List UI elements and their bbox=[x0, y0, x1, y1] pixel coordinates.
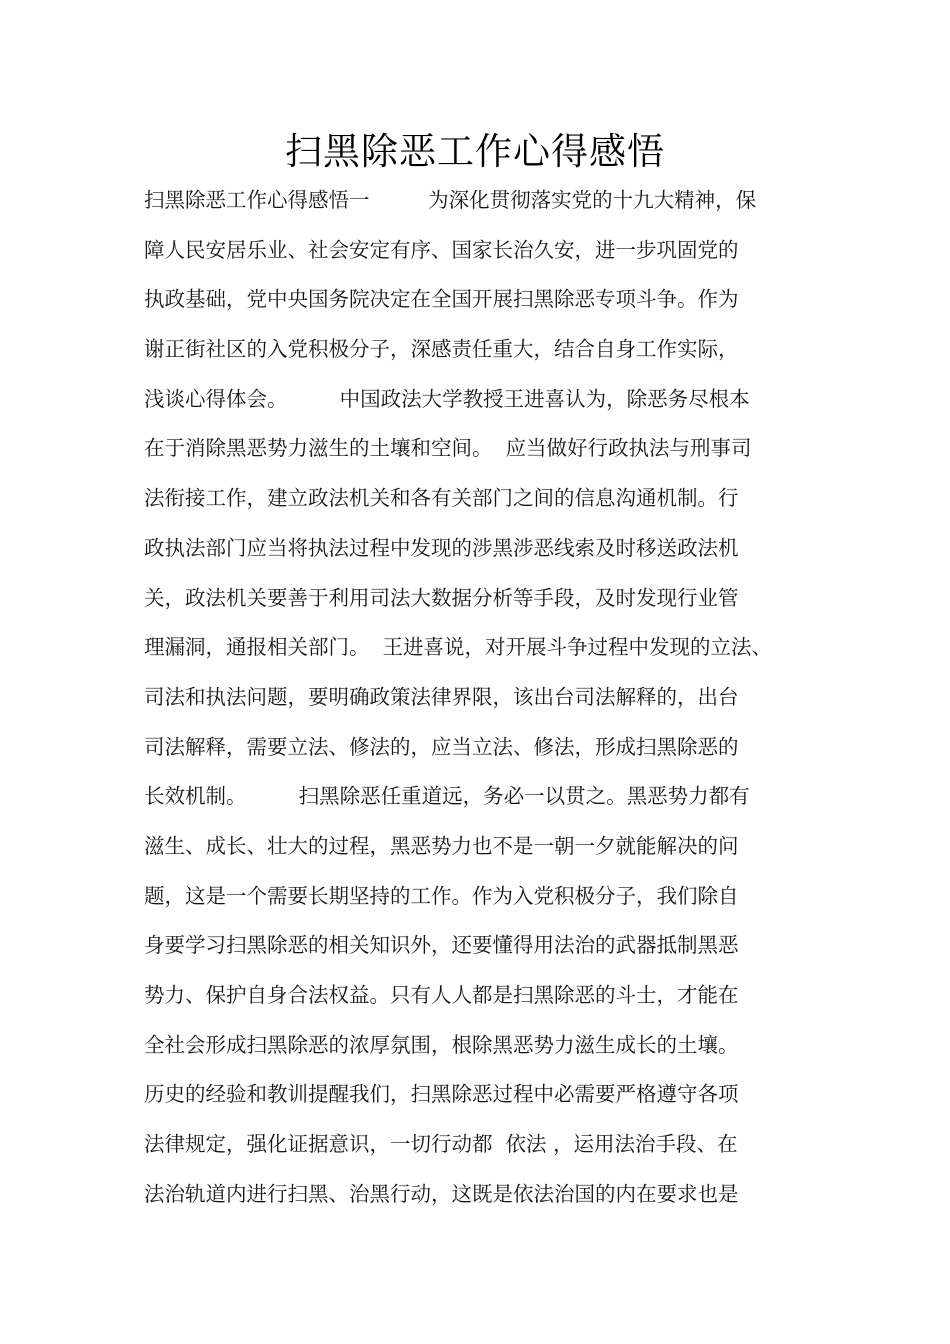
text-line: 题，这是一个需要长期坚持的工作。作为入党积极分子，我们除自 bbox=[144, 883, 739, 908]
document-title: 扫黑除恶工作心得感悟 bbox=[285, 130, 665, 173]
text-line: 谢正街社区的入党积极分子，深感责任重大，结合自身工作实际， bbox=[144, 337, 739, 362]
text-line: 障人民安居乐业、社会安定有序、国家长治久安，进一步巩固党的 bbox=[144, 237, 739, 262]
text-line: 势力、保护自身合法权益。只有人人都是扫黑除恶的斗士，才能在 bbox=[144, 983, 739, 1007]
text-line: 关，政法机关要善于利用司法大数据分析等手段，及时发现行业管 bbox=[144, 585, 739, 610]
document-body bbox=[144, 176, 834, 1219]
text-line: 扫黑除恶工作心得感悟一 为深化贯彻落实党的十九大精神，保 bbox=[144, 188, 757, 212]
text-line: 全社会形成扫黑除恶的浓厚氛围，根除黑恶势力滋生成长的土壤。 bbox=[144, 1032, 739, 1057]
text-line: 政执法部门应当将执法过程中发现的涉黑涉恶线索及时移送政法机 bbox=[144, 535, 739, 560]
text-line: 法律规定，强化证据意识，一切行动都 依法 ，运用法治手段、在 bbox=[144, 1132, 738, 1157]
text-line: 执政基础，党中央国务院决定在全国开展扫黑除恶专项斗争。作为 bbox=[144, 287, 739, 312]
text-line: 法衔接工作，建立政法机关和各有关部门之间的信息沟通机制。行 bbox=[144, 486, 739, 511]
text-line: 司法和执法问题，要明确政策法律界限，该出台司法解释的，出台 bbox=[144, 684, 739, 709]
text-line: 滋生、成长、壮大的过程，黑恶势力也不是一朝一夕就能解决的问 bbox=[144, 833, 739, 858]
text-line: 法治轨道内进行扫黑、治黑行动，这既是依法治国的内在要求也是 bbox=[144, 1181, 739, 1206]
text-line: 在于消除黑恶势力滋生的土壤和空间。 应当做好行政执法与刑事司 bbox=[144, 436, 752, 461]
text-line: 浅谈心得体会。 中国政法大学教授王进喜认为，除恶务尽根本 bbox=[144, 386, 750, 411]
text-line: 司法解释，需要立法、修法的，应当立法、修法，形成扫黑除恶的 bbox=[144, 734, 739, 759]
text-line: 长效机制。 扫黑除恶任重道远，务必一以贯之。黑恶势力都有 bbox=[144, 784, 750, 809]
text-line: 历史的经验和教训提醒我们，扫黑除恶过程中必需要严格遵守各项 bbox=[144, 1082, 739, 1107]
text-line: 理漏洞，通报相关部门。 王进喜说，对开展斗争过程中发现的立法、 bbox=[144, 635, 773, 660]
text-line: 身要学习扫黑除恶的相关知识外，还要懂得用法治的武器抵制黑恶 bbox=[144, 933, 739, 958]
